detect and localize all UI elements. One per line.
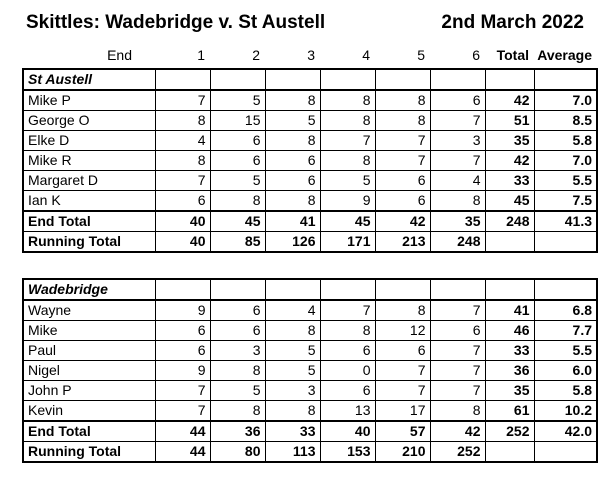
score-cell: 8 <box>320 321 375 341</box>
end-total-cell: 40 <box>155 211 210 232</box>
player-total: 51 <box>485 111 534 131</box>
player-row <box>23 321 597 341</box>
player-average: 8.5 <box>534 111 597 131</box>
score-cell: 4 <box>155 131 210 151</box>
player-name: George O <box>23 111 155 131</box>
score-cell: 8 <box>265 90 320 111</box>
player-average: 7.7 <box>534 321 597 341</box>
score-cell: 5 <box>210 171 265 191</box>
running-total-cell: 248 <box>430 232 485 253</box>
score-cell: 5 <box>265 361 320 381</box>
score-cell: 7 <box>430 151 485 171</box>
score-cell: 6 <box>210 321 265 341</box>
empty-cell <box>485 232 534 253</box>
score-cell: 7 <box>155 401 210 422</box>
end-total-sum: 248 <box>485 211 534 232</box>
empty-cell <box>320 279 375 300</box>
empty-cell <box>485 69 534 90</box>
running-total-row <box>23 442 597 463</box>
player-name: Margaret D <box>23 171 155 191</box>
score-cell: 4 <box>430 171 485 191</box>
score-cell: 9 <box>155 361 210 381</box>
total-header: Total <box>496 47 529 63</box>
player-name: John P <box>23 381 155 401</box>
player-name: Wayne <box>23 300 155 321</box>
empty-cell <box>155 69 210 90</box>
score-cell: 8 <box>430 401 485 422</box>
player-total: 33 <box>485 341 534 361</box>
end-number: 1 <box>197 47 205 63</box>
player-name: Elke D <box>23 131 155 151</box>
score-cell: 6 <box>320 341 375 361</box>
score-cell: 8 <box>210 361 265 381</box>
player-name: Ian K <box>23 191 155 212</box>
score-cell: 9 <box>320 191 375 212</box>
team-name: Wadebridge <box>23 279 155 300</box>
player-average: 6.0 <box>534 361 597 381</box>
player-average: 5.8 <box>534 381 597 401</box>
end-total-label: End Total <box>23 421 155 442</box>
end-total-cell: 44 <box>155 421 210 442</box>
score-cell: 6 <box>430 90 485 111</box>
score-cell: 6 <box>210 151 265 171</box>
empty-cell <box>320 69 375 90</box>
score-cell: 7 <box>375 381 430 401</box>
running-total-cell: 85 <box>210 232 265 253</box>
player-average: 7.0 <box>534 151 597 171</box>
end-label: End <box>107 47 132 63</box>
empty-cell <box>430 279 485 300</box>
player-total: 46 <box>485 321 534 341</box>
empty-cell <box>485 279 534 300</box>
score-cell: 6 <box>210 131 265 151</box>
score-cell: 8 <box>155 151 210 171</box>
score-cell: 8 <box>320 111 375 131</box>
page-title: Skittles: Wadebridge v. St Austell <box>26 12 326 33</box>
score-cell: 6 <box>210 300 265 321</box>
running-total-label: Running Total <box>23 232 155 253</box>
score-cell: 5 <box>320 171 375 191</box>
header-row <box>22 46 596 65</box>
player-row <box>23 361 597 381</box>
score-cell: 5 <box>210 90 265 111</box>
column-header <box>22 46 596 65</box>
player-average: 6.8 <box>534 300 597 321</box>
player-name: Nigel <box>23 361 155 381</box>
end-total-cell: 36 <box>210 421 265 442</box>
score-cell: 8 <box>210 401 265 422</box>
player-average: 7.5 <box>534 191 597 212</box>
running-total-cell: 210 <box>375 442 430 463</box>
empty-cell <box>375 279 430 300</box>
team-name-row <box>23 279 597 300</box>
end-number: 3 <box>307 47 315 63</box>
end-total-cell: 33 <box>265 421 320 442</box>
end-total-cell: 45 <box>210 211 265 232</box>
end-total-cell: 40 <box>320 421 375 442</box>
score-cell: 17 <box>375 401 430 422</box>
player-name: Mike P <box>23 90 155 111</box>
score-cell: 8 <box>375 300 430 321</box>
score-cell: 8 <box>375 90 430 111</box>
player-row <box>23 151 597 171</box>
score-cell: 8 <box>265 191 320 212</box>
player-row <box>23 381 597 401</box>
score-cell: 7 <box>155 90 210 111</box>
score-cell: 6 <box>155 191 210 212</box>
running-total-cell: 126 <box>265 232 320 253</box>
empty-cell <box>375 69 430 90</box>
end-total-row <box>23 211 597 232</box>
team-table <box>22 68 598 253</box>
player-total: 35 <box>485 131 534 151</box>
empty-cell <box>485 442 534 463</box>
score-cell: 5 <box>210 381 265 401</box>
player-row <box>23 171 597 191</box>
running-total-cell: 213 <box>375 232 430 253</box>
player-total: 42 <box>485 90 534 111</box>
score-cell: 7 <box>320 300 375 321</box>
empty-cell <box>534 442 597 463</box>
empty-cell <box>534 69 597 90</box>
score-cell: 6 <box>375 171 430 191</box>
running-total-cell: 153 <box>320 442 375 463</box>
score-cell: 7 <box>430 341 485 361</box>
player-total: 42 <box>485 151 534 171</box>
score-cell: 6 <box>155 321 210 341</box>
score-cell: 6 <box>430 321 485 341</box>
score-cell: 8 <box>265 321 320 341</box>
player-name: Mike <box>23 321 155 341</box>
player-total: 36 <box>485 361 534 381</box>
end-total-cell: 41 <box>265 211 320 232</box>
score-cell: 8 <box>155 111 210 131</box>
end-total-label: End Total <box>23 211 155 232</box>
end-total-row <box>23 421 597 442</box>
running-total-cell: 80 <box>210 442 265 463</box>
empty-cell <box>265 279 320 300</box>
player-row <box>23 341 597 361</box>
team-name: St Austell <box>23 69 155 90</box>
score-cell: 7 <box>375 361 430 381</box>
score-cell: 7 <box>430 300 485 321</box>
end-total-cell: 45 <box>320 211 375 232</box>
empty-cell <box>210 279 265 300</box>
player-total: 45 <box>485 191 534 212</box>
player-name: Mike R <box>23 151 155 171</box>
player-average: 7.0 <box>534 90 597 111</box>
player-name: Kevin <box>23 401 155 422</box>
score-cell: 6 <box>265 151 320 171</box>
empty-cell <box>210 69 265 90</box>
score-cell: 8 <box>375 111 430 131</box>
score-cell: 6 <box>265 171 320 191</box>
score-cell: 7 <box>375 151 430 171</box>
score-cell: 7 <box>430 361 485 381</box>
score-cell: 12 <box>375 321 430 341</box>
team-table <box>22 278 598 463</box>
score-cell: 6 <box>375 341 430 361</box>
score-cell: 13 <box>320 401 375 422</box>
empty-cell <box>155 279 210 300</box>
player-row <box>23 191 597 212</box>
player-average: 5.8 <box>534 131 597 151</box>
player-row <box>23 401 597 422</box>
empty-cell <box>534 279 597 300</box>
score-cell: 6 <box>155 341 210 361</box>
player-average: 5.5 <box>534 171 597 191</box>
running-total-cell: 44 <box>155 442 210 463</box>
score-cell: 3 <box>430 131 485 151</box>
score-cell: 3 <box>265 381 320 401</box>
score-cell: 7 <box>375 131 430 151</box>
average-header: Average <box>537 47 592 63</box>
running-total-cell: 252 <box>430 442 485 463</box>
player-row <box>23 90 597 111</box>
score-cell: 8 <box>320 90 375 111</box>
end-number: 5 <box>417 47 425 63</box>
team-name-row <box>23 69 597 90</box>
score-cell: 7 <box>320 131 375 151</box>
running-total-cell: 113 <box>265 442 320 463</box>
score-cell: 8 <box>265 401 320 422</box>
end-number: 2 <box>252 47 260 63</box>
score-cell: 0 <box>320 361 375 381</box>
end-number: 6 <box>472 47 480 63</box>
score-cell: 7 <box>430 111 485 131</box>
empty-cell <box>534 232 597 253</box>
end-total-average: 42.0 <box>534 421 597 442</box>
score-cell: 5 <box>265 341 320 361</box>
running-total-cell: 171 <box>320 232 375 253</box>
end-total-cell: 35 <box>430 211 485 232</box>
score-cell: 8 <box>430 191 485 212</box>
running-total-cell: 40 <box>155 232 210 253</box>
score-cell: 7 <box>155 171 210 191</box>
score-cell: 15 <box>210 111 265 131</box>
end-total-cell: 57 <box>375 421 430 442</box>
player-total: 61 <box>485 401 534 422</box>
score-cell: 8 <box>265 131 320 151</box>
end-total-cell: 42 <box>375 211 430 232</box>
score-cell: 5 <box>265 111 320 131</box>
end-total-average: 41.3 <box>534 211 597 232</box>
player-average: 10.2 <box>534 401 597 422</box>
score-cell: 8 <box>320 151 375 171</box>
player-row <box>23 111 597 131</box>
score-cell: 6 <box>375 191 430 212</box>
end-number: 4 <box>362 47 370 63</box>
end-total-sum: 252 <box>485 421 534 442</box>
score-cell: 7 <box>155 381 210 401</box>
end-total-cell: 42 <box>430 421 485 442</box>
player-total: 33 <box>485 171 534 191</box>
running-total-label: Running Total <box>23 442 155 463</box>
player-row <box>23 300 597 321</box>
match-date: 2nd March 2022 <box>441 12 584 33</box>
running-total-row <box>23 232 597 253</box>
player-total: 35 <box>485 381 534 401</box>
score-cell: 8 <box>210 191 265 212</box>
score-cell: 9 <box>155 300 210 321</box>
score-cell: 4 <box>265 300 320 321</box>
player-row <box>23 131 597 151</box>
score-cell: 6 <box>320 381 375 401</box>
title-bar <box>0 0 602 40</box>
player-total: 41 <box>485 300 534 321</box>
empty-cell <box>265 69 320 90</box>
player-name: Paul <box>23 341 155 361</box>
score-cell: 7 <box>430 381 485 401</box>
player-average: 5.5 <box>534 341 597 361</box>
score-cell: 3 <box>210 341 265 361</box>
empty-cell <box>430 69 485 90</box>
